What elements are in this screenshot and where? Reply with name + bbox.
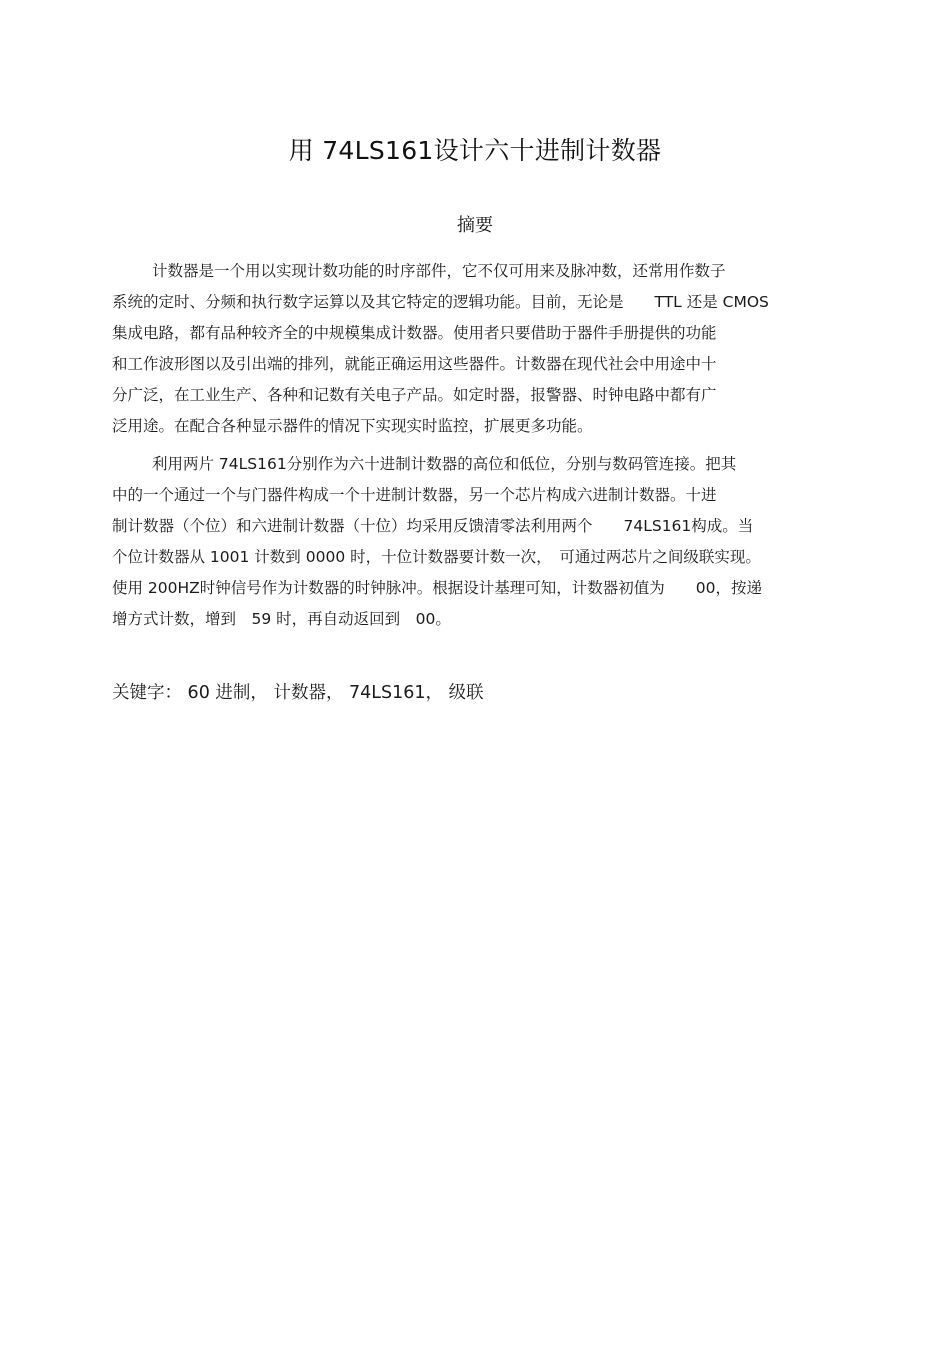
- document-title: 用 74LS161设计六十进制计数器: [288, 136, 662, 165]
- paragraph-line: 计数器是一个用以实现计数功能的时序部件，它不仅可用来及脉冲数，还常用作数子: [152, 262, 726, 280]
- paragraph-line: 制计数器（个位）和六进制计数器（十位）均采用反馈清零法利用两个 74LS161构成。当: [112, 517, 754, 535]
- paragraph-line: 系统的定时、分频和执行数字运算以及其它特定的逻辑功能。目前，无论是 TTL 还是 CMOS: [112, 293, 769, 311]
- paragraph-line: 增方式计数，增到 59 时，再自动返回到 00。: [112, 610, 451, 628]
- keywords-line: 关键字： 60 进制， 计数器， 74LS161， 级联: [112, 683, 484, 703]
- paragraph-line: 和工作波形图以及引出端的排列，就能正确运用这些器件。计数器在现代社会中用途中十: [112, 355, 717, 373]
- paragraph-line: 分广泛，在工业生产、各种和记数有关电子产品。如定时器，报警器、时钟电路中都有广: [112, 386, 717, 404]
- paragraph-line: 使用 200HZ时钟信号作为计数器的时钟脉冲。根据设计基理可知，计数器初值为 00，按递: [112, 579, 763, 597]
- paragraph-line: 中的一个通过一个与门器件构成一个十进制计数器，另一个芯片构成六进制计数器。十进: [112, 486, 717, 504]
- paragraph-line: 集成电路，都有品种较齐全的中规模集成计数器。使用者只要借助于器件手册提供的功能: [112, 324, 717, 342]
- paragraph-line: 泛用途。在配合各种显示器件的情况下实现实时监控，扩展更多功能。: [112, 417, 593, 435]
- paragraph-line: 个位计数器从 1001 计数到 0000 时，十位计数器要计数一次， 可通过两芯片之间级联实现。: [112, 548, 761, 566]
- abstract-heading: 摘要: [457, 215, 493, 236]
- paragraph-line: 利用两片 74LS161分别作为六十进制计数器的高位和低位，分别与数码管连接。把其: [152, 455, 737, 473]
